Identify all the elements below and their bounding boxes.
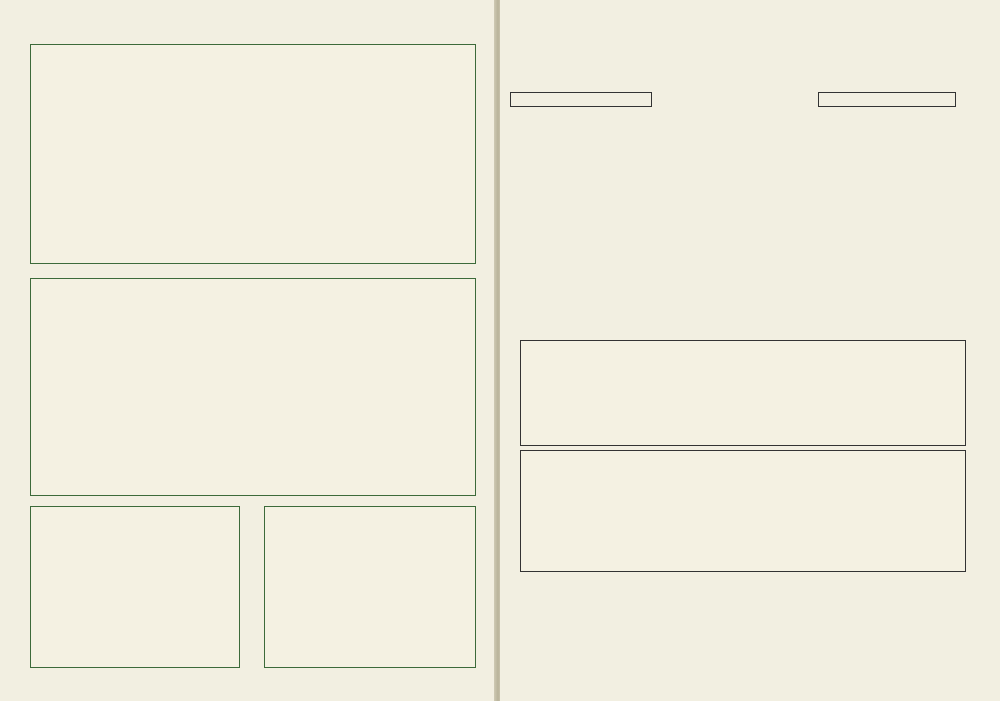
upper-air-map-1 (30, 506, 240, 668)
temperature-chart (520, 340, 966, 446)
pressure-chart (520, 450, 966, 572)
report-period (521, 151, 964, 161)
table-header-row (521, 151, 964, 161)
height-contour-chart (265, 507, 475, 667)
isobar-chart (31, 45, 475, 263)
issue-box (510, 92, 652, 107)
height-contour-chart (31, 507, 239, 667)
weather-symbols-row (520, 570, 964, 592)
weather-map-may3 (30, 44, 476, 264)
weather-map-may4 (30, 278, 476, 496)
left-page (0, 0, 496, 701)
pressure-plot (521, 451, 965, 571)
upper-air-map-2 (264, 506, 476, 668)
date-box (818, 92, 956, 107)
temperature-plot (521, 341, 965, 445)
weekly-table (521, 151, 964, 161)
isobar-chart (31, 279, 475, 495)
